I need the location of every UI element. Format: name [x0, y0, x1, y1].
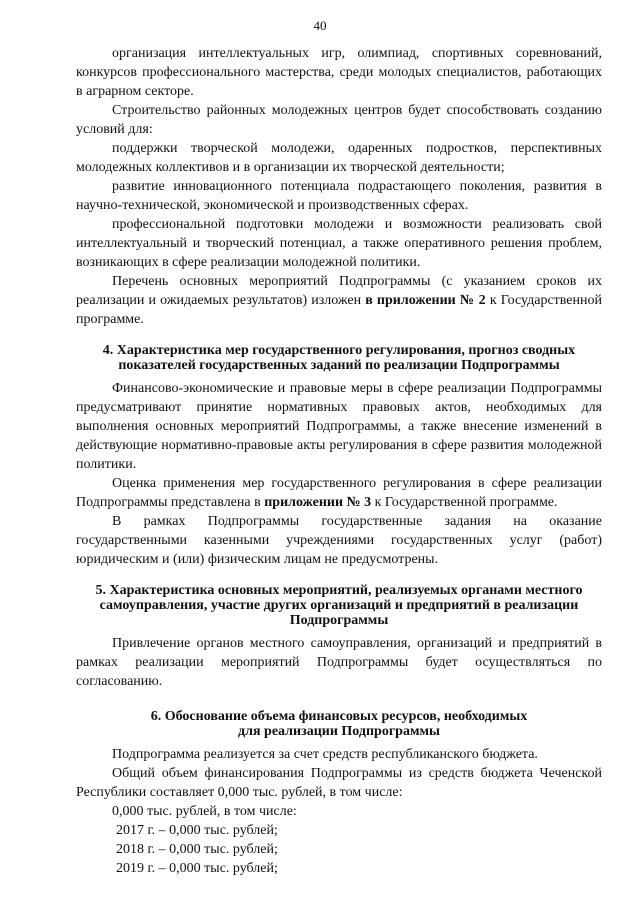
page-number: 40 — [313, 18, 327, 33]
list-item: 2017 г. – 0,000 тыс. рублей; — [116, 823, 278, 838]
bold-reference: приложении № 3 — [264, 495, 372, 510]
paragraph: поддержки творческой молодежи, одаренных подростков, перспективных молодежных коллективов и в организации их творческой деятельности; — [76, 141, 602, 175]
funding-list — [76, 802, 602, 878]
list-item: 0,000 тыс. рублей, в том числе: — [112, 804, 297, 819]
paragraph: Строительство районных молодежных центров будет способствовать созданию условий для: — [76, 103, 602, 137]
paragraph-appendix-2 — [76, 272, 602, 329]
section-5-heading — [76, 583, 602, 628]
heading-line: 4. Характеристика мер государственного регулирования, прогноз сводных — [102, 343, 576, 358]
paragraph: развитие инновационного потенциала подрастающего поколения, развития в научно-технической, экономической и производственных сферах. — [76, 179, 602, 213]
paragraph: Финансово-экономические и правовые меры в сфере реализации Подпрограммы предусматривают принятие нормативных правовых актов, необходимых для выполнения основных мероприятий Подпрограммы, а также внесение изменений в действующие нормативно-правовые акты регулирования в сфере развития молодежной политики. — [76, 381, 602, 472]
section-4-heading — [76, 343, 602, 373]
paragraph: Привлечение органов местного самоуправления, организаций и предприятий в рамках реализации мероприятий Подпрограммы будет осуществляться по согласованию. — [76, 636, 602, 689]
list-item: 2019 г. – 0,000 тыс. рублей; — [116, 861, 278, 876]
list-item: 2018 г. – 0,000 тыс. рублей; — [116, 842, 278, 857]
paragraph: Подпрограмма реализуется за счет средств республиканского бюджета. — [112, 747, 538, 762]
bold-reference: в приложении № 2 — [365, 293, 486, 308]
heading-line: показателей государственных заданий по реализации Подпрограммы — [118, 358, 560, 373]
text-run: к Государственной программе. — [76, 293, 602, 327]
paragraph: Общий объем финансирования Подпрограммы из средств бюджета Чеченской Республики составляет 0,000 тыс. рублей, в том числе: — [76, 766, 602, 800]
section-6-heading — [76, 709, 602, 739]
paragraph-appendix-3 — [76, 474, 602, 512]
text-run: Оценка применения мер государственного регулирования в сфере реализации Подпрограммы представлена в — [76, 476, 602, 510]
paragraph: В рамках Подпрограммы государственные задания на оказание государственными казенными учреждениями государственных услуг (работ) юридическим и (или) физическим лицам не предусмотрены. — [76, 514, 602, 567]
heading-line: 6. Обоснование объема финансовых ресурсов, необходимых — [150, 709, 528, 724]
heading-line: Подпрограммы — [289, 613, 389, 628]
document-body — [76, 44, 602, 878]
paragraph: организация интеллектуальных игр, олимпиад, спортивных соревнований, конкурсов профессионального мастерства, среди молодых специалистов, работающих в аграрном секторе. — [76, 46, 602, 99]
heading-line: 5. Характеристика основных мероприятий, реализуемых органами местного — [95, 583, 583, 598]
text-run: к Государственной программе. — [371, 495, 558, 510]
text-run: Перечень основных мероприятий Подпрограммы (с указанием сроков их реализации и ожидаемых результатов) изложен — [76, 274, 602, 308]
heading-line: для реализации Подпрограммы — [238, 724, 440, 739]
heading-line: самоуправления, участие других организаций и предприятий в реализации — [99, 598, 579, 613]
paragraph: профессиональной подготовки молодежи и возможности реализовать свой интеллектуальный и творческий потенциал, а также оперативного решения проблем, возникающих в сфере реализации молодежной политики. — [76, 217, 602, 270]
